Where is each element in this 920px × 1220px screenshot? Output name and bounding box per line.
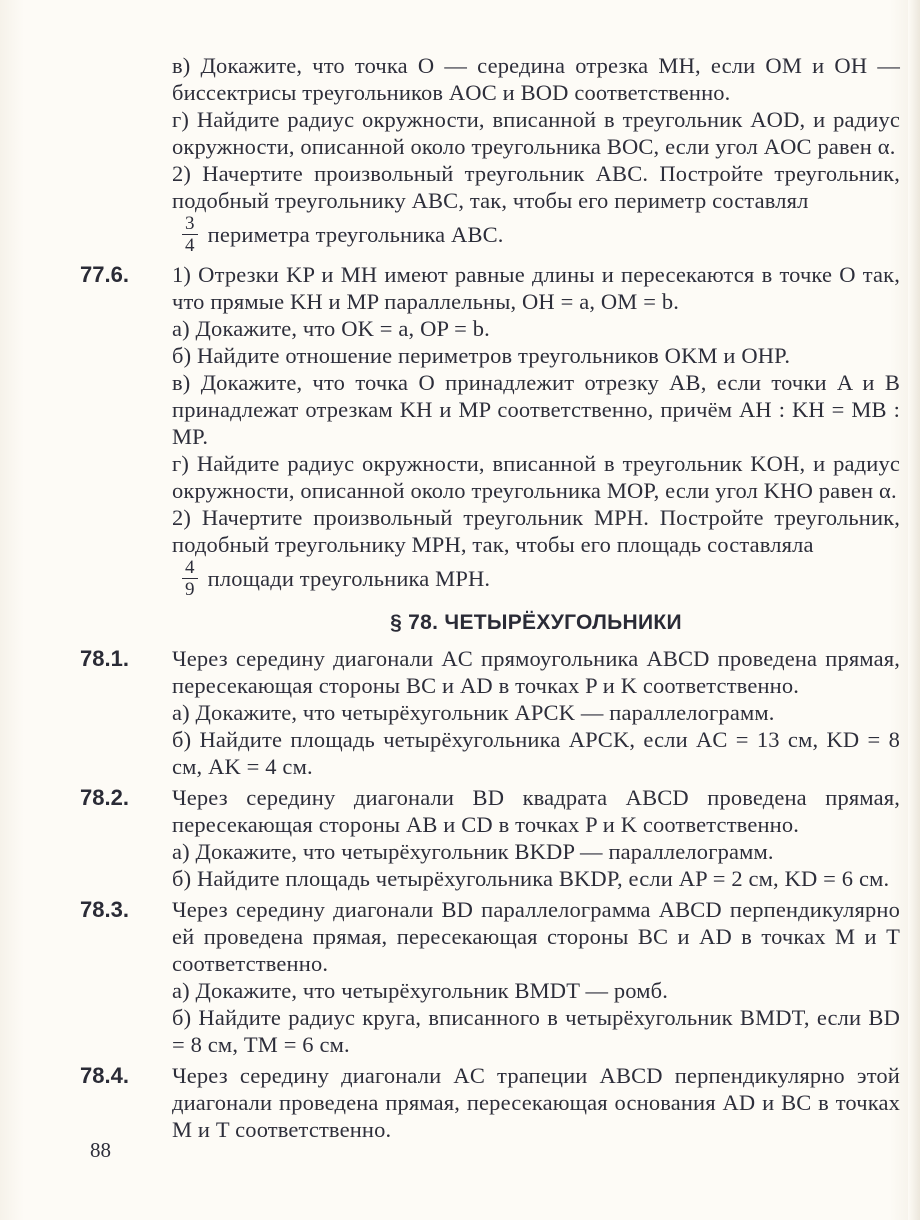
fraction-line: [172, 214, 900, 255]
problem-statement: Через середину диагонали AC прямоугольника ABCD проведена прямая, пересекающая стороны BC и AD в точках P и K соответственно.: [172, 646, 900, 698]
problem-body: [172, 784, 900, 892]
problem-body: [172, 896, 900, 1058]
problem-body: [172, 52, 900, 255]
sub-question: 2) Начертите произвольный треугольник MPH. Постройте треугольник, подобный треугольнику MPH, так, чтобы его площадь составляла: [172, 505, 900, 557]
fraction-numerator: 3: [182, 214, 198, 235]
problem-number: 78.4.: [80, 1063, 129, 1088]
sub-question: а) Докажите, что OK = a, OP = b.: [172, 316, 490, 341]
problem-number: 78.2.: [80, 785, 129, 810]
sub-question: а) Докажите, что четырёхугольник APCK — параллелограмм.: [172, 700, 775, 725]
problem-number: 78.1.: [80, 646, 129, 671]
sub-question: 2) Начертите произвольный треугольник ABC. Постройте треугольник, подобный треугольнику ABC, так, чтобы его периметр составлял: [172, 161, 900, 213]
problem-78-4: [80, 1062, 900, 1143]
problem-number: 77.6.: [80, 262, 129, 287]
page-edge-shadow: [908, 0, 920, 1220]
problem-number: 78.3.: [80, 897, 129, 922]
section-heading: § 78. ЧЕТЫРЁХУГОЛЬНИКИ: [390, 611, 682, 634]
fraction-tail: площади треугольника MPH.: [207, 566, 491, 591]
problem-statement: Через середину диагонали BD квадрата ABCD проведена прямая, пересекающая стороны AB и CD в точках P и K соответственно.: [172, 785, 900, 837]
sub-question: б) Найдите отношение периметров треугольников OKM и OHP.: [172, 343, 791, 368]
problem-statement: Через середину диагонали AC трапеции ABCD перпендикулярно этой диагонали проведена прямая, пересекающая основания AD и BC в точках M и T соответственно.: [172, 1063, 900, 1142]
fraction-line: [172, 558, 900, 599]
fraction: [182, 558, 198, 599]
sub-question: а) Докажите, что четырёхугольник BMDT — ромб.: [172, 978, 669, 1003]
sub-question: в) Докажите, что точка O принадлежит отрезку AB, если точки A и B принадлежат отрезкам KH и MP соответственно, причём AH : KH = MB : MP.: [172, 370, 900, 449]
problem-77-6: [80, 261, 900, 599]
fraction-denominator: 4: [185, 235, 195, 256]
problem-continuation: [80, 52, 900, 255]
problem-body: [172, 261, 900, 599]
fraction-numerator: 4: [182, 558, 198, 579]
sub-question: в) Докажите, что точка O — середина отрезка MH, если OM и OH — биссектрисы треугольников AOC и BOD соответственно.: [172, 53, 900, 105]
fraction-tail: периметра треугольника ABC.: [207, 222, 504, 247]
problem-statement: Через середину диагонали BD параллелограмма ABCD перпендикулярно ей проведена прямая, пересекающая стороны BC и AD в точках M и T соответственно.: [172, 897, 900, 976]
sub-question: б) Найдите площадь четырёхугольника BKDP, если AP = 2 см, KD = 6 см.: [172, 866, 890, 891]
fraction: [182, 214, 198, 255]
sub-question: г) Найдите радиус окружности, вписанной в треугольник AOD, и радиус окружности, описанной около треугольника BOC, если угол AOC равен α.: [172, 107, 900, 159]
sub-question: б) Найдите радиус круга, вписанного в четырёхугольник BMDT, если BD = 8 см, TM = 6 см.: [172, 1005, 900, 1057]
sub-question: б) Найдите площадь четырёхугольника APCK, если AC = 13 см, KD = 8 см, AK = 4 см.: [172, 727, 900, 779]
page-content: [80, 52, 900, 1143]
sub-question: 1) Отрезки KP и MH имеют равные длины и пересекаются в точке O так, что прямые KH и MP параллельны, OH = a, OM = b.: [172, 262, 900, 314]
problem-78-2: [80, 784, 900, 892]
problem-body: [172, 645, 900, 780]
page-number: 88: [90, 1138, 111, 1162]
sub-question: г) Найдите радиус окружности, вписанной в треугольник KOH, и радиус окружности, описанной около треугольника MOP, если угол KHO равен α.: [172, 451, 900, 503]
fraction-denominator: 9: [185, 579, 195, 600]
problem-body: [172, 1062, 900, 1143]
problem-78-1: [80, 645, 900, 780]
problem-78-3: [80, 896, 900, 1058]
sub-question: а) Докажите, что четырёхугольник BKDP — параллелограмм.: [172, 839, 774, 864]
